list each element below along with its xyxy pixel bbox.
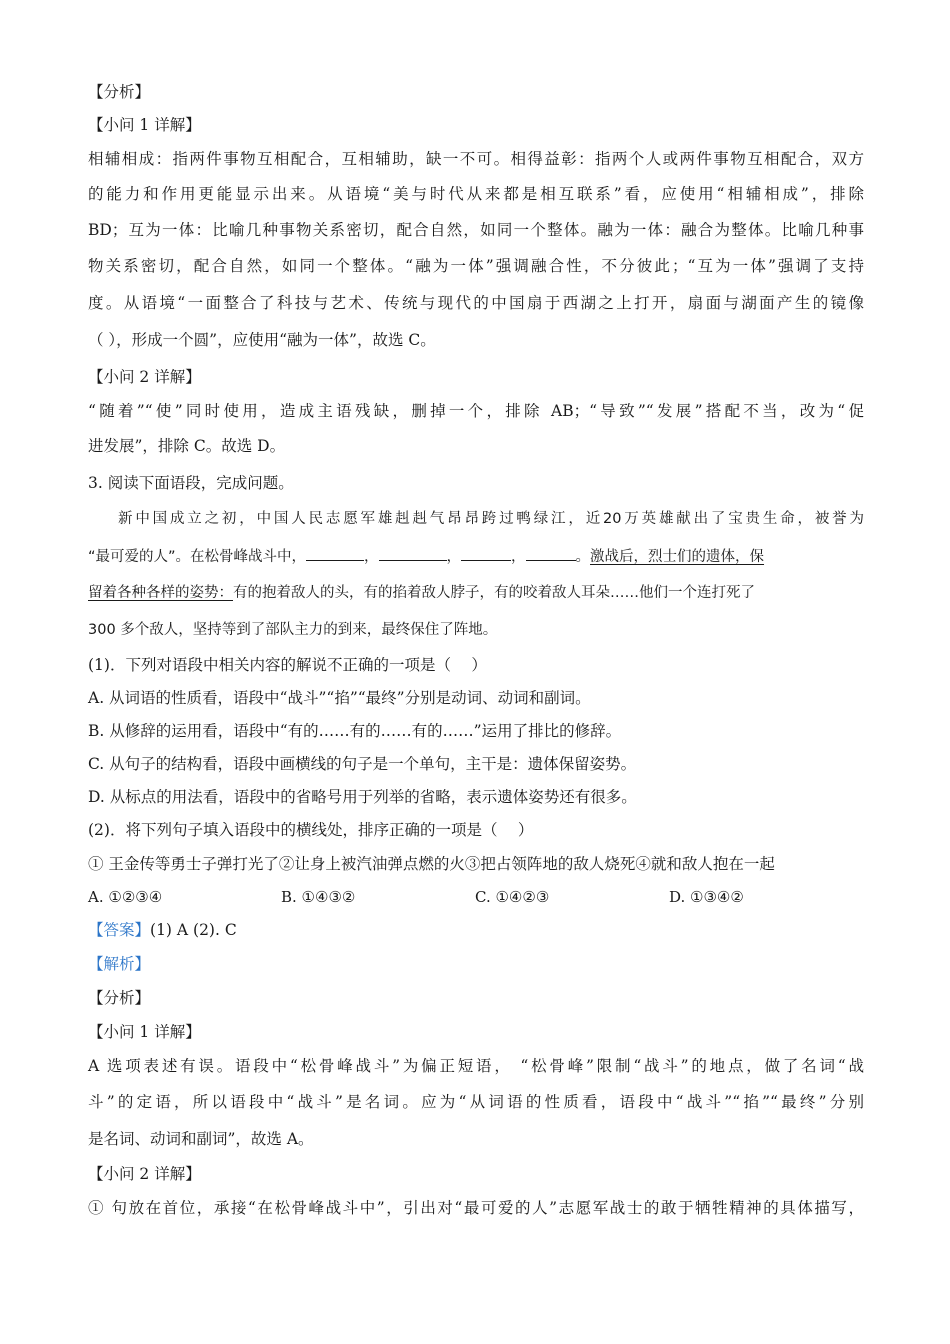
passage-line <box>88 546 864 567</box>
explanation-line: 相辅相成：指两件事物互相配合，互相辅助，缺一不可。相得益彰：指两个人或两件事物互相配合，双方 <box>88 150 864 168</box>
subquestion-2-heading: 【小问 2 详解】 <box>88 368 201 386</box>
passage-text: 有的抱着敌人的头，有的掐着敌人脖子，有的咬着敌人耳朵……他们一个连打死了 <box>233 585 755 601</box>
option-c: C. 从句子的结构看，语段中画横线的句子是一个单句，主干是：遗体保留姿势。 <box>88 755 637 773</box>
question-title: 3. 阅读下面语段，完成问题。 <box>88 474 294 492</box>
comma: ， <box>364 549 379 565</box>
passage-text: “最可爱的人”。在松骨峰战斗中， <box>88 549 307 565</box>
passage-line: 新中国成立之初，中国人民志愿军雄赳赳气昂昂跨过鸭绿江，近20万英雄献出了宝贵生命，被誉为 <box>118 511 864 527</box>
subquestion-1-heading: 【小问 1 详解】 <box>88 116 201 134</box>
sentence-list: ① 王金传等勇士子弹打光了②让身上被汽油弹点燃的火③把占领阵地的敌人烧死④就和敌人抱在一起 <box>88 855 775 873</box>
option-d: D. ①③④② <box>669 888 744 906</box>
analysis-heading: 【分析】 <box>88 989 151 1007</box>
explanation-label: 【解析】 <box>88 955 151 973</box>
explanation-line: 斗”的定语，所以语段中“战斗”是名词。应为“从词语的性质看，语段中“战斗”“掐”“最终”分别 <box>88 1093 864 1111</box>
answer-label: 【答案】 <box>88 921 151 939</box>
subquestion-2-heading: 【小问 2 详解】 <box>88 1165 201 1183</box>
subquestion-2-prompt: (2)．将下列句子填入语段中的横线处，排序正确的一项是（ ） <box>88 821 534 839</box>
subquestion-1-heading: 【小问 1 详解】 <box>88 1023 201 1041</box>
explanation-line: 物关系密切，配合自然，如同一个整体。“融为一体”强调融合性，不分彼此；“互为一体”强调了支持 <box>88 257 864 275</box>
option-d: D. 从标点的用法看，语段中的省略号用于列举的省略，表示遗体姿势还有很多。 <box>88 788 637 806</box>
explanation-line: ① 句放在首位，承接“在松骨峰战斗中”，引出对“最可爱的人”志愿军战士的敢于牺牲精神的具体描写， <box>88 1199 864 1217</box>
passage-line <box>88 583 755 603</box>
underlined-sentence: 激战后，烈士们的遗体，保 <box>590 549 765 565</box>
answer-text: (1) A (2). C <box>150 921 237 939</box>
option-c: C. ①④②③ <box>475 888 550 906</box>
explanation-line: 度。从语境“一面整合了科技与艺术、传统与现代的中国扇于西湖之上打开，扇面与湖面产生的镜像 <box>88 294 864 312</box>
answer-line <box>88 920 237 940</box>
underlined-sentence: 留着各种各样的姿势： <box>88 585 233 601</box>
explanation-line: 进发展”，排除 C。故选 D。 <box>88 437 286 455</box>
explanation-line: A 选项表述有误。语段中“松骨峰战斗”为偏正短语， “松骨峰”限制“战斗”的地点，做了名词“战 <box>88 1057 864 1075</box>
passage-line: 300 多个敌人，坚持等到了部队主力的到来，最终保住了阵地。 <box>88 622 498 638</box>
fill-blank <box>526 546 576 561</box>
subquestion-1-prompt: (1)．下列对语段中相关内容的解说不正确的一项是（ ） <box>88 656 487 674</box>
option-b: B. 从修辞的运用看，语段中“有的……有的……有的……”运用了排比的修辞。 <box>88 722 622 740</box>
analysis-heading: 【分析】 <box>88 83 151 101</box>
comma: ， <box>446 549 462 565</box>
explanation-line: （ ），形成一个圆”，应使用“融为一体”，故选 C。 <box>88 331 436 349</box>
period: 。 <box>575 549 591 565</box>
comma: ， <box>511 549 526 565</box>
explanation-line: 的能力和作用更能显示出来。从语境“美与时代从来都是相互联系”看，应使用“相辅相成”，排除 <box>88 185 864 203</box>
option-a: A. 从词语的性质看，语段中“战斗”“掐”“最终”分别是动词、动词和副词。 <box>88 689 591 707</box>
option-a: A. ①②③④ <box>88 888 163 906</box>
fill-blank <box>461 546 511 561</box>
option-b: B. ①④③② <box>281 888 356 906</box>
fill-blank <box>379 546 447 561</box>
fill-blank <box>306 546 364 561</box>
explanation-line: 是名词、动词和副词”，故选 A。 <box>88 1130 314 1148</box>
explanation-line: BD；互为一体：比喻几种事物关系密切，配合自然，如同一个整体。融为一体：融合为整体。比喻几种事 <box>88 221 864 239</box>
explanation-line: “随着”“使”同时使用，造成主语残缺，删掉一个，排除 AB；“导致”“发展”搭配不当，改为“促 <box>88 402 864 420</box>
